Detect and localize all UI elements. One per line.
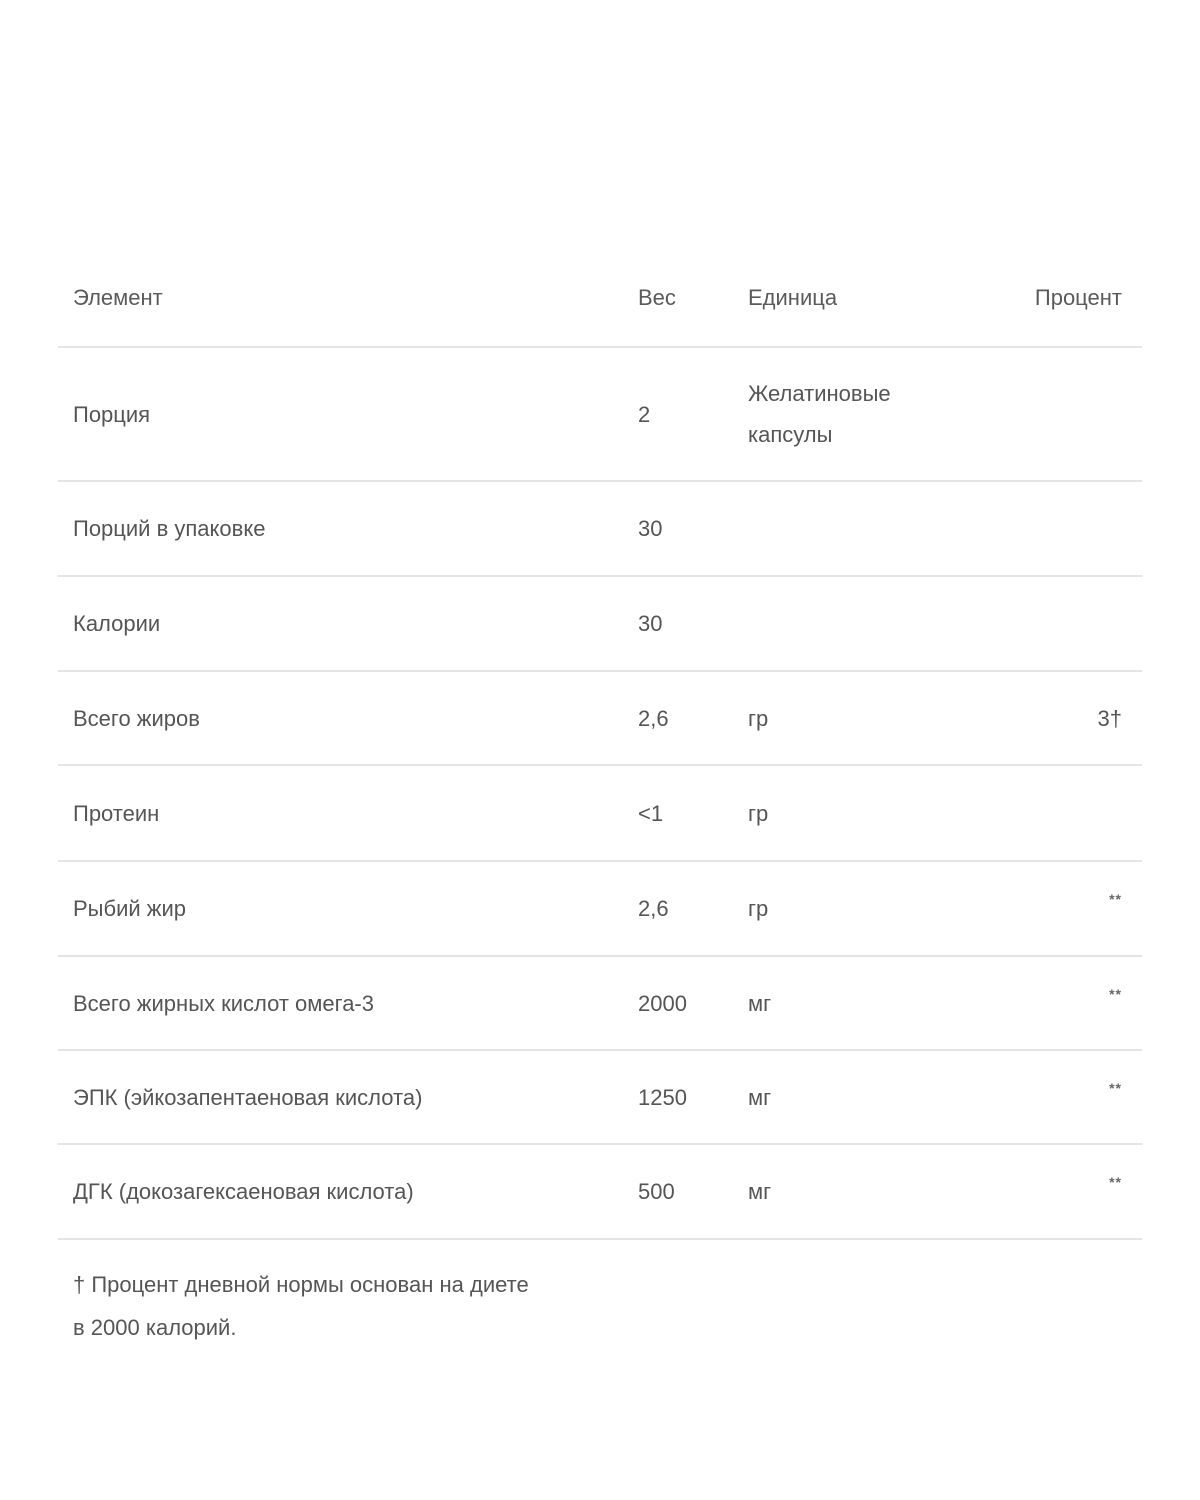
table-row (58, 1145, 1142, 1240)
row-element: Порций в упаковке (73, 516, 266, 541)
table-row (58, 577, 1142, 672)
table-row (58, 862, 1142, 957)
row-element: Рыбий жир (73, 896, 187, 921)
row-unit: гр (748, 800, 769, 826)
row-percent (972, 348, 1122, 480)
row-element: Всего жиров (73, 705, 200, 731)
row-percent: ** (1109, 986, 1122, 1002)
row-unit: Желатиновые капсулы (748, 381, 891, 447)
nutrition-table (58, 248, 1142, 1240)
row-unit: мг (748, 1084, 772, 1110)
row-element: Протеин (73, 800, 160, 826)
row-percent: ** (1109, 891, 1122, 907)
row-element: Калории (73, 611, 161, 636)
table-row (58, 482, 1142, 577)
row-unit (748, 577, 948, 670)
row-unit: мг (748, 990, 772, 1016)
row-percent: ** (1109, 1080, 1122, 1096)
table-row (58, 348, 1142, 482)
row-weight: 2,6 (638, 896, 669, 921)
row-element: ДГК (докозагексаеновая кислота) (73, 1179, 414, 1204)
header-weight: Вес (638, 284, 676, 310)
table-row (58, 1051, 1142, 1145)
row-percent (972, 482, 1122, 575)
table-header-row (58, 248, 1142, 348)
row-unit: гр (748, 896, 769, 921)
row-weight: 2,6 (638, 705, 669, 731)
row-unit: мг (748, 1179, 772, 1204)
row-percent: ** (1109, 1174, 1122, 1190)
row-weight: 30 (638, 516, 663, 541)
header-percent: Процент (1034, 284, 1122, 310)
row-element: Порция (73, 401, 151, 427)
table-row (58, 672, 1142, 766)
row-unit (748, 482, 948, 575)
row-weight: 30 (638, 611, 663, 636)
header-unit: Единица (748, 284, 838, 310)
row-weight: 500 (638, 1179, 675, 1204)
row-weight: 1250 (638, 1084, 687, 1110)
row-element: ЭПК (эйкозапентаеновая кислота) (73, 1084, 423, 1110)
table-row (58, 766, 1142, 862)
table-row (58, 957, 1142, 1051)
row-unit: гр (748, 705, 769, 731)
row-percent: 3† (1097, 705, 1122, 731)
row-weight: 2 (638, 401, 651, 427)
row-weight: <1 (638, 800, 664, 826)
row-element: Всего жирных кислот омега-3 (73, 990, 374, 1016)
footnote: † Процент дневной нормы основан на диете в 2000 калорий. (73, 1272, 529, 1340)
row-percent (972, 577, 1122, 670)
row-percent (972, 766, 1122, 860)
header-element: Элемент (73, 284, 163, 310)
row-weight: 2000 (638, 990, 687, 1016)
